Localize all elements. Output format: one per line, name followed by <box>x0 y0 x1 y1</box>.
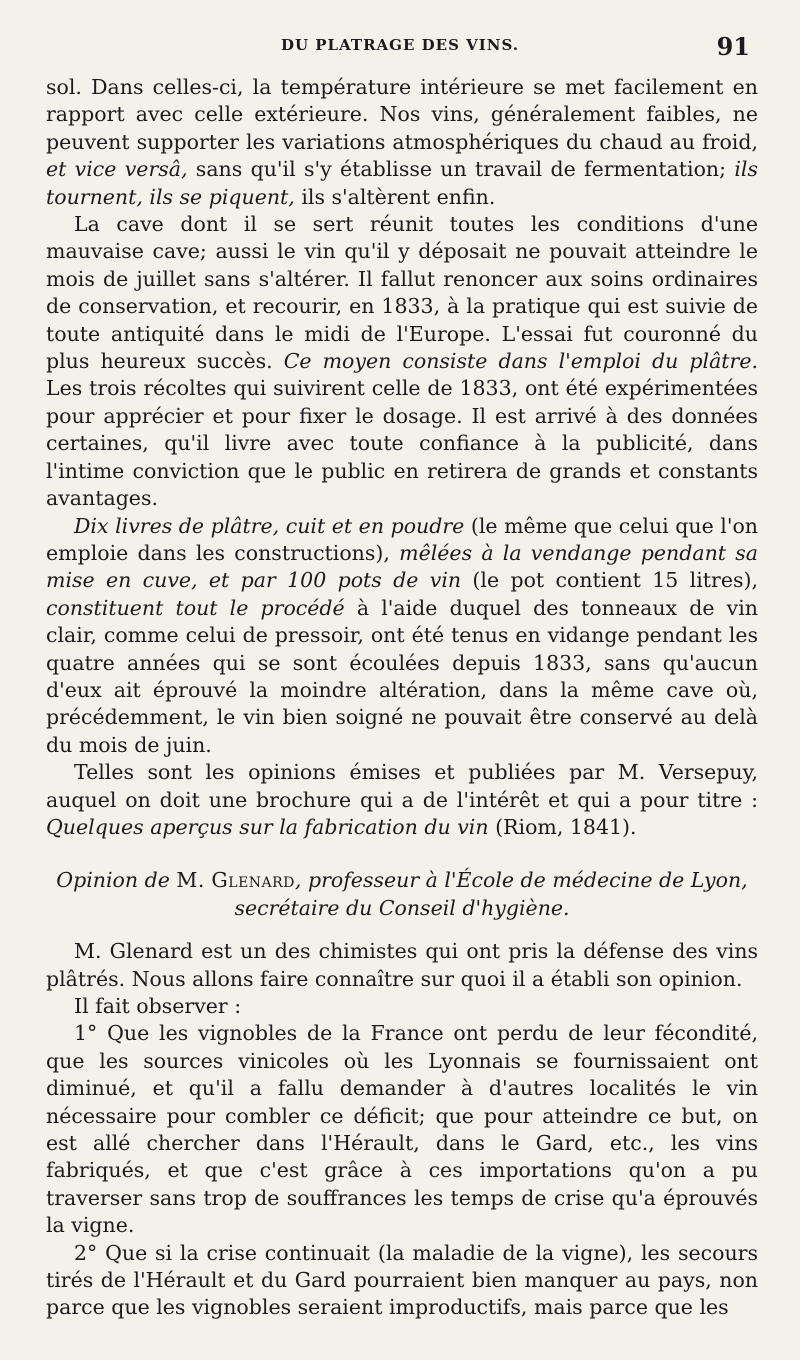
paragraph-2 <box>46 211 758 512</box>
page-body <box>46 74 758 1322</box>
italic-text: ils tournent, ils se piquent, <box>46 157 758 209</box>
heading-title: M. <box>176 868 205 893</box>
paragraph-text: sans qu'il s'y établisse un travail de fermentation; <box>187 157 735 182</box>
paragraph-7: 1° Que les vignobles de la France ont perdu de leur fécondité, que les sources vinicoles où les Lyonnais se fournissaient ont diminué, et qu'il a fallu demander à d'autres localités le vin nécessaire pour combler ce déficit; que pour atteindre ce but, on est allé chercher dans l'Hérault, dans le Gard, etc., les vins fabriqués, et que c'est grâce à ces importations qu'on a pu traverser sans trop de souffrances les temps de crise qu'a éprouvés la vigne. <box>46 1021 758 1238</box>
page-header <box>0 32 800 62</box>
italic-text: Ce moyen consiste dans l'emploi du plâtre. <box>283 349 758 374</box>
heading-text: Opinion de <box>56 868 177 893</box>
paragraph-text: ils s'altèrent enfin. <box>294 184 496 209</box>
paragraph-text: (Riom, 1841). <box>488 814 637 839</box>
paragraph-4 <box>46 759 758 841</box>
paragraph-text: Les trois récoltes qui suivirent celle de 1833, ont été expérimentées pour apprécier et pour fixer le dosage. Il est arrivé à des données certaines, qu'il livre avec toute confiance à la publicité, dans l'intime conviction que le public en retirera de grands et constants avantages. <box>46 376 758 511</box>
paragraph-3 <box>46 513 758 760</box>
paragraph-text: (le pot contient 15 litres), <box>461 568 758 593</box>
paragraph-1 <box>46 74 758 211</box>
paragraph-text: Telles sont les opinions émises et publiées par M. Versepuy, auquel on doit une brochure qui a de l'intérêt et qui a pour titre : <box>46 760 758 812</box>
italic-text: Dix livres de plâtre, cuit et en poudre <box>74 513 465 538</box>
paragraph-text: sol. Dans celles-ci, la température intérieure se met facilement en rapport avec celle extérieure. Nos vins, généralement faibles, ne peuvent supporter les variations atmosphériques du chaud au froid, <box>46 75 758 154</box>
paragraph-text: La cave dont il se sert réunit toutes les conditions d'une mauvaise cave; aussi le vin qu'il y déposait ne pouvait atteindre le mois de juillet sans s'altérer. Il fallut renoncer aux soins ordinaires de conservation, et recourir, en 1833, à la pratique qui est suivie de toute antiquité dans le midi de l'Europe. L'essai fut couronné du plus heureux succès. <box>46 212 758 374</box>
paragraph-text: (le même que celui que l'on emploie dans les constructions), <box>46 513 758 565</box>
paragraph-text: à l'aide duquel des tonneaux de vin clair, comme celui de pressoir, ont été tenus en vidange pendant les quatre années qui se sont écoulées depuis 1833, sans qu'aucun d'eux ait éprouvé la moindre altération, dans la même cave où, précédemment, le vin bien soigné ne pouvait être conservé au delà du mois de juin. <box>46 595 759 757</box>
italic-text: Quelques aperçus sur la fabrication du vin <box>46 814 489 839</box>
italic-text: constituent tout le procédé <box>46 595 345 620</box>
paragraph-5: M. Glenard est un des chimistes qui ont pris la défense des vins plâtrés. Nous allons faire connaître sur quoi il a établi son opinion. <box>46 939 758 991</box>
heading-name: Glenard <box>211 868 295 893</box>
section-heading <box>46 867 758 922</box>
paragraph-6: Il fait observer : <box>74 994 242 1018</box>
heading-text: , professeur à l'École de médecine de Lyon, secrétaire du Conseil d'hygiène. <box>234 868 748 920</box>
paragraph-8: 2° Que si la crise continuait (la maladie de la vigne), les secours tirés de l'Hérault et du Gard pourraient bien manquer au pays, non parce que les vignobles seraient improductifs, mais parce que les <box>46 1240 758 1320</box>
italic-text: mêlées à la vendange pendant sa mise en cuve, et par 100 pots de vin <box>46 540 758 593</box>
running-head: DU PLATRAGE DES VINS. <box>280 36 520 54</box>
page-number: 91 <box>716 32 750 61</box>
italic-text: et vice versâ, <box>46 157 188 182</box>
